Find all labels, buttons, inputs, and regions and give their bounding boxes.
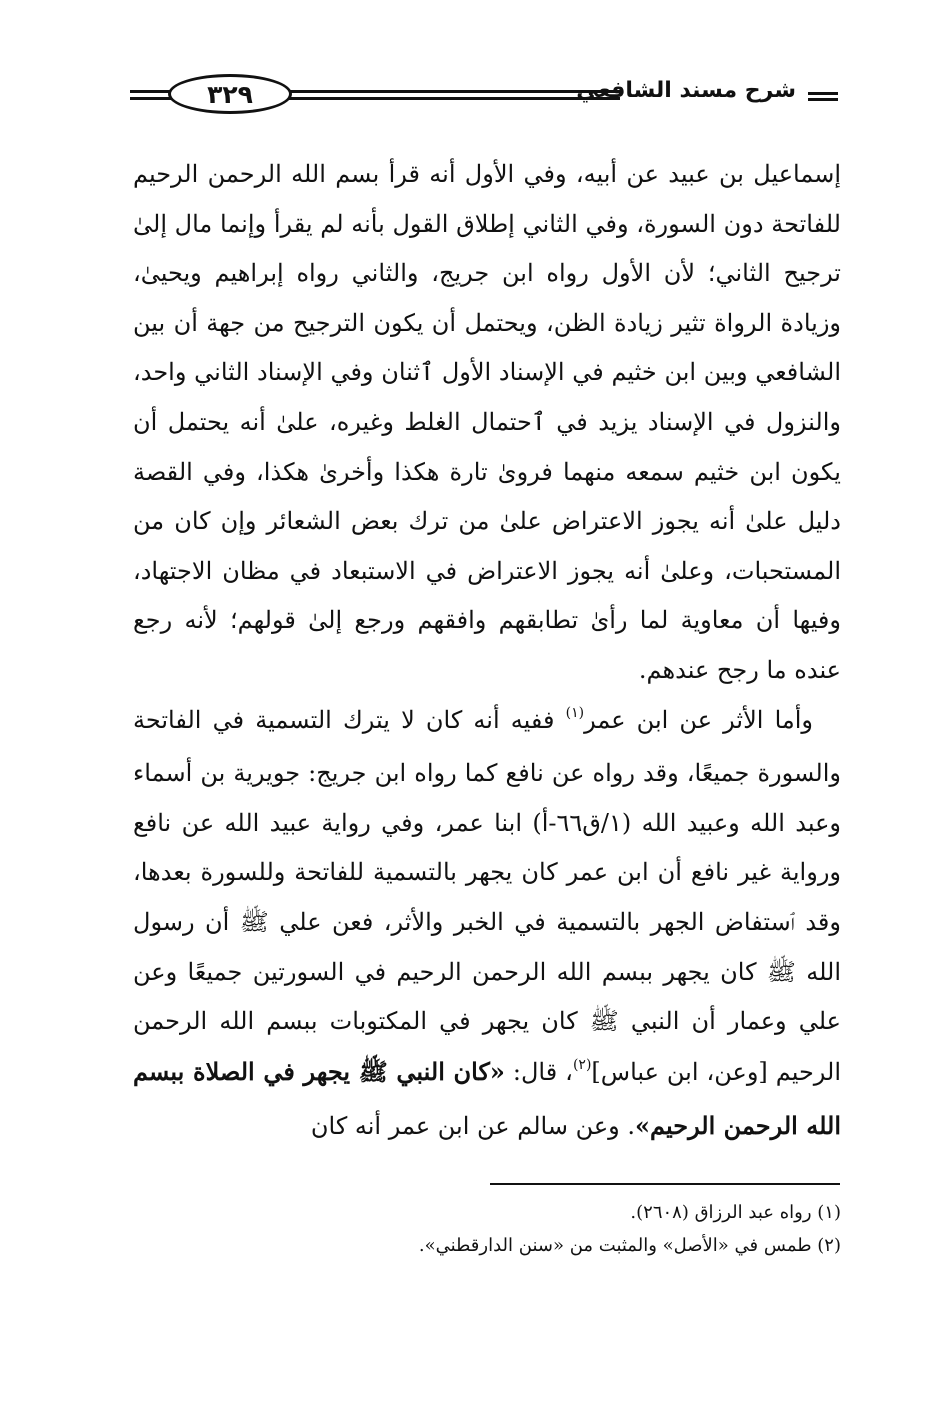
paragraph-2-part-b: ففيه أنه كان لا يترك التسمية في الفاتحة والسورة جميعًا، وقد رواه عن نافع كما رواه ابن جريج: جويرية بن أسماء وعبد الله وعبيد الله (١/ق٦٦-أ) ابنا عمر، وفي رواية عبيد الله عن نافع ورواية غير نافع أن ابن عمر كان يجهر بالتسمية للفاتحة وللسورة بعدها، وقد ٱستفاض الجهر بالتسمية في الخبر والأثر، فعن علي ﷺ أن رسول الله ﷺ كان يجهر ببسم الله الرحمن الرحيم في السورتين جميعًا وعن علي وعمار أن النبي ﷺ كان يجهر في المكتوبات ببسم الله الرحمن الرحيم [وعن، ابن عباس] <box>133 705 842 1086</box>
paragraph-2-part-d: . وعن سالم عن ابن عمر أنه كان <box>310 1112 636 1141</box>
footnote-ref-2[interactable]: (٢) <box>572 1056 592 1073</box>
footnote-1: (١) رواه عبد الرزاق (٢٦٠٨). <box>630 1202 841 1223</box>
paragraph-2-part-a: وأما الأثر عن ابن عمر <box>584 705 813 734</box>
paragraph-1: إسماعيل بن عبيد عن أبيه، وفي الأول أنه قرأ بسم الله الرحمن الرحيم للفاتحة دون السورة، وفي الثاني إطلاق القول بأنه لم يقرأ وإنما مال إلىٰ ترجيح الثاني؛ لأن الأول رواه ابن جريج، والثاني رواه إبراهيم ويحيىٰ، وزيادة الرواة تثير زيادة الظن، ويحتمل أن يكون الترجيح من جهة أن بين الشافعي وبين ابن خثيم في الإسناد الأول ٱثنان وفي الإسناد الثاني واحد، والنزول في الإسناد يزيد في ٱحتمال الغلط وغيره، علىٰ أنه يحتمل أن يكون ابن خثيم سمعه منهما فروىٰ تارة هكذا وأخرىٰ هكذا، وفي القصة دليل علىٰ أنه يجوز الاعتراض علىٰ من ترك بعض الشعائر وإن كان من المستحبات، وعلىٰ أنه يجوز الاعتراض في الاستبعاد في مظان الاجتهاد، وفيها أن معاوية لما رأىٰ تطابقهم وافقهم ورجع إلىٰ قولهم؛ لأنه رجع عنده ما رجح عندهم. <box>133 160 841 684</box>
main-text <box>133 150 841 1152</box>
page-number: ٣٢٩ <box>168 74 292 114</box>
hadith-quote: «كان النبي ﷺ يجهر في الصلاة ببسم الله الرحمن الرحيم» <box>133 1056 841 1141</box>
paragraph-2-part-c: ، قال: <box>504 1057 573 1086</box>
running-title: شرح مسند الشافعي <box>576 78 796 103</box>
footnote-ref-1[interactable]: (١) <box>565 704 585 721</box>
header-dash-ornament <box>808 92 838 101</box>
footnote-separator <box>490 1183 840 1185</box>
page-header <box>130 68 838 128</box>
footnotes <box>320 1196 841 1262</box>
paragraph-2 <box>133 696 841 1152</box>
footnote-2: (٢) طمس في «الأصل» والمثبت من «سنن الدارقطني». <box>418 1235 841 1256</box>
